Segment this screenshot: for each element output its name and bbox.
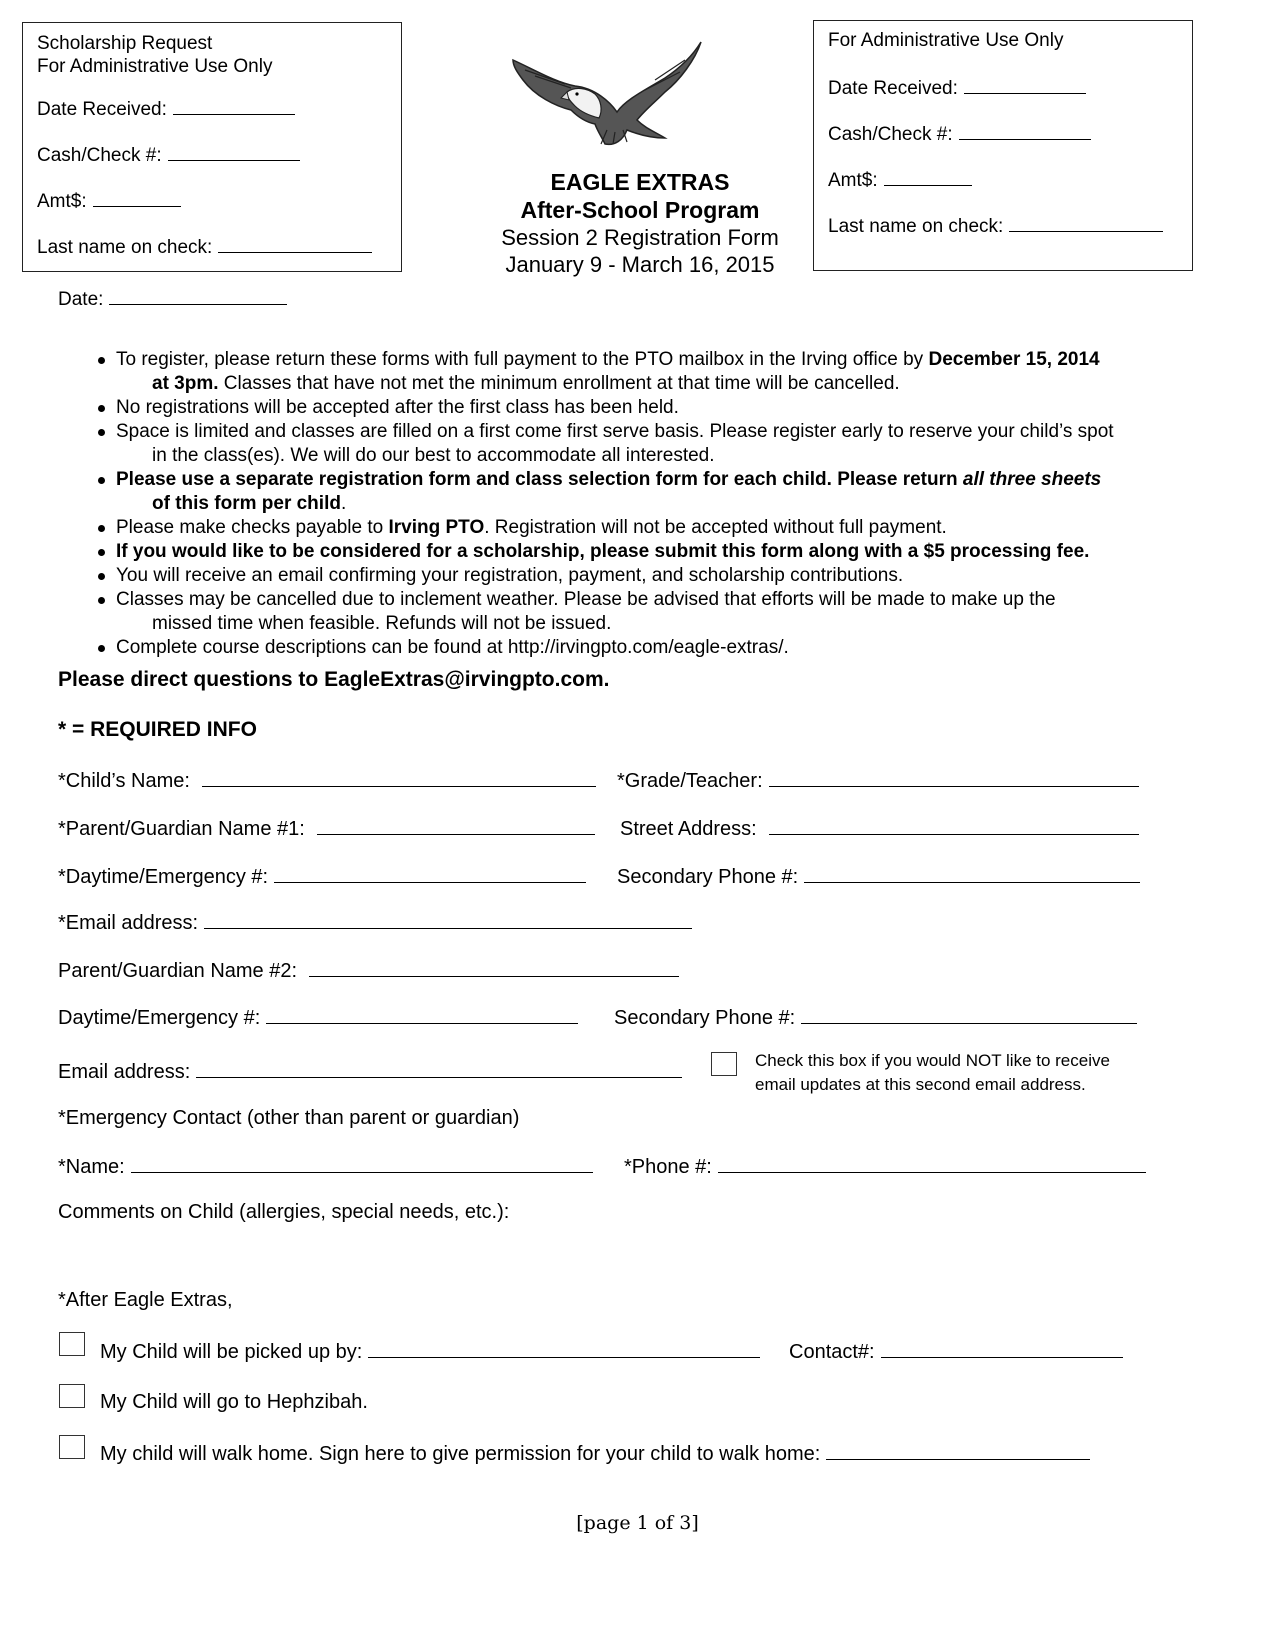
street-address-input[interactable] <box>769 816 1139 835</box>
program-subtitle: After-School Program <box>520 197 760 223</box>
instruction-item: Please make checks payable to Irving PTO. Registration will not be accepted without full payment. <box>94 516 1214 540</box>
date-field <box>58 286 287 312</box>
admin-date-received-input[interactable] <box>964 76 1086 94</box>
daytime-emergency2-field: Daytime/Emergency #: <box>58 1005 578 1030</box>
email2-field: Email address: <box>58 1059 682 1084</box>
walk-home-option: My child will walk home. Sign here to give permission for your child to walk home: <box>100 1441 1090 1466</box>
scholarship-admin-box <box>22 22 402 272</box>
secondary-phone1-field: Secondary Phone #: <box>617 864 1140 889</box>
walk-home-checkbox[interactable] <box>59 1435 85 1459</box>
secondary-phone2-field: Secondary Phone #: <box>614 1005 1137 1030</box>
admin-amount: Amt$: <box>828 168 972 192</box>
parent2-name-input[interactable] <box>309 958 679 977</box>
scholarship-last-name: Last name on check: <box>37 235 372 259</box>
scholarship-amount: Amt$: <box>37 189 181 213</box>
pickup-option: My Child will be picked up by: <box>100 1339 760 1364</box>
parent2-name-field: Parent/Guardian Name #2: <box>58 958 679 983</box>
instruction-item: Classes may be cancelled due to inclement weather. Please be advised that efforts will be made to make up the missed time when feasible. Refunds will not be issued. <box>94 588 1214 636</box>
grade-teacher-input[interactable] <box>769 768 1139 787</box>
scholarship-date-received: Date Received: <box>37 97 295 121</box>
scholarship-date-received-input[interactable] <box>173 97 295 115</box>
scholarship-last-name-input[interactable] <box>218 235 372 253</box>
email-optout-checkbox[interactable] <box>711 1052 737 1076</box>
scholarship-box-title: Scholarship Request <box>37 33 213 54</box>
instruction-item: You will receive an email confirming your registration, payment, and scholarship contributions. <box>94 564 1214 588</box>
hephzibah-option: My Child will go to Hephzibah. <box>100 1391 368 1413</box>
grade-teacher-field: *Grade/Teacher: <box>617 768 1139 793</box>
form-name: Session 2 Registration Form <box>501 225 779 250</box>
email1-input[interactable] <box>204 910 692 929</box>
instruction-item: Space is limited and classes are filled on a first come first serve basis. Please register early to reserve your child’s spot in the class(es). We will do our best to accommodate all interested. <box>94 420 1214 468</box>
instruction-item: No registrations will be accepted after the first class has been held. <box>94 396 1214 420</box>
parent1-name-input[interactable] <box>317 816 595 835</box>
program-name: EAGLE EXTRAS <box>550 169 730 195</box>
pickup-checkbox[interactable] <box>59 1332 85 1356</box>
emergency-phone-field: *Phone #: <box>624 1154 1146 1179</box>
instructions-list <box>94 348 1214 660</box>
email2-input[interactable] <box>196 1059 682 1078</box>
instruction-item: Please use a separate registration form and class selection form for each child. Please return all three sheets of this form per child. <box>94 468 1214 516</box>
walk-home-signature-input[interactable] <box>826 1441 1090 1460</box>
date-label: Date: <box>58 289 104 310</box>
pickup-person-input[interactable] <box>368 1339 760 1358</box>
pickup-contact-field: Contact#: <box>789 1339 1123 1364</box>
emergency-phone-input[interactable] <box>718 1154 1146 1173</box>
date-input[interactable] <box>109 286 287 305</box>
child-name-input[interactable] <box>202 768 596 787</box>
admin-use-box <box>813 20 1193 271</box>
email-optout-text: Check this box if you would NOT like to receive email updates at this second email address. <box>755 1051 1110 1094</box>
admin-cash-check: Cash/Check #: <box>828 122 1091 146</box>
instruction-item: Complete course descriptions can be found at http://irvingpto.com/eagle-extras/. <box>94 636 1214 660</box>
child-name-field: *Child’s Name: <box>58 768 596 793</box>
admin-cash-check-input[interactable] <box>959 122 1091 140</box>
after-program-heading: *After Eagle Extras, <box>58 1289 233 1311</box>
scholarship-box-subtitle: For Administrative Use Only <box>37 56 273 77</box>
required-legend: * = REQUIRED INFO <box>58 718 257 741</box>
emergency-contact-heading: *Emergency Contact (other than parent or guardian) <box>58 1107 520 1129</box>
admin-box-title: For Administrative Use Only <box>828 30 1064 51</box>
email1-field: *Email address: <box>58 910 692 935</box>
daytime-emergency2-input[interactable] <box>266 1005 578 1024</box>
contact-note: Please direct questions to EagleExtras@irvingpto.com. <box>58 668 610 691</box>
title-block <box>470 168 810 278</box>
emergency-name-input[interactable] <box>131 1154 593 1173</box>
admin-last-name-input[interactable] <box>1009 214 1163 232</box>
pickup-contact-input[interactable] <box>881 1339 1123 1358</box>
secondary-phone2-input[interactable] <box>801 1005 1137 1024</box>
instruction-item: To register, please return these forms with full payment to the PTO mailbox in the Irving office by December 15, 2014 at 3pm. Classes that have not met the minimum enrollment at that time will be cancelled. <box>94 348 1214 396</box>
admin-amount-input[interactable] <box>884 168 972 186</box>
scholarship-cash-check-input[interactable] <box>168 143 300 161</box>
parent1-name-field: *Parent/Guardian Name #1: <box>58 816 595 841</box>
scholarship-cash-check: Cash/Check #: <box>37 143 300 167</box>
secondary-phone1-input[interactable] <box>804 864 1140 883</box>
instruction-item: If you would like to be considered for a scholarship, please submit this form along with a $5 processing fee. <box>94 540 1214 564</box>
session-dates: January 9 - March 16, 2015 <box>505 252 775 277</box>
admin-last-name: Last name on check: <box>828 214 1163 238</box>
comments-label: Comments on Child (allergies, special needs, etc.): <box>58 1201 510 1223</box>
eagle-icon <box>505 40 705 150</box>
scholarship-amount-input[interactable] <box>93 189 181 207</box>
comments-input[interactable] <box>58 1228 1148 1280</box>
page-indicator: [page 1 of 3] <box>576 1512 699 1534</box>
hephzibah-checkbox[interactable] <box>59 1384 85 1408</box>
daytime-emergency1-field: *Daytime/Emergency #: <box>58 864 586 889</box>
emergency-name-field: *Name: <box>58 1154 593 1179</box>
street-address-field: Street Address: <box>620 816 1139 841</box>
admin-date-received: Date Received: <box>828 76 1086 100</box>
daytime-emergency1-input[interactable] <box>274 864 586 883</box>
